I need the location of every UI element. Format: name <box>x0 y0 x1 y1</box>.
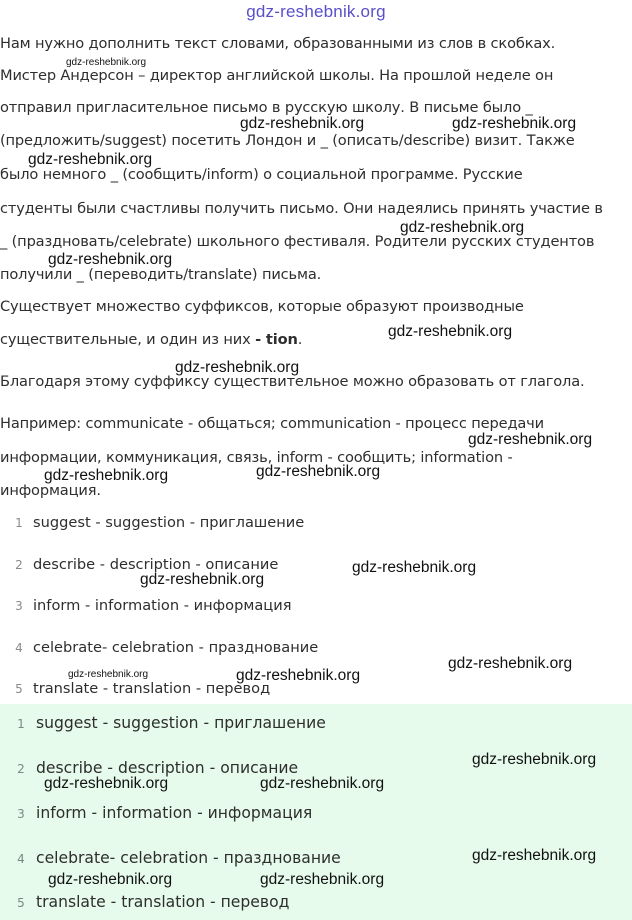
watermark: gdz-reshebnik.org <box>472 847 597 864</box>
task-line: Нам нужно дополнить текст словами, образованными из слов в скобках. <box>0 35 556 52</box>
list-number: 4 <box>15 641 23 655</box>
watermark: gdz-reshebnik.org <box>352 559 477 576</box>
answer-number: 2 <box>17 762 25 776</box>
example-line: информации, коммуникация, связь, inform - сообщить; information - <box>0 449 513 466</box>
answer-number: 4 <box>17 852 25 866</box>
watermark: gdz-reshebnik.org <box>44 467 169 484</box>
list-text: describe - description - описание <box>33 556 279 573</box>
watermark: gdz-reshebnik.org <box>236 667 361 684</box>
example-line: информация. <box>0 482 101 499</box>
task-line: отправил пригласительное письмо в русскую школу. В письме было _ <box>0 99 533 116</box>
task-line: _ (праздновать/celebrate) школьного фестиваля. Родители русских студентов <box>0 233 595 250</box>
answer-text: translate - translation - перевод <box>36 893 290 911</box>
suffix-line: Существует множество суффиксов, которые образуют производные <box>0 298 524 315</box>
list-number: 5 <box>15 682 23 696</box>
task-line: (предложить/suggest) посетить Лондон и _ (описать/describe) визит. Также <box>0 132 575 149</box>
suffix-highlight: - tion <box>255 331 298 348</box>
watermark: gdz-reshebnik.org <box>140 571 265 588</box>
watermark: gdz-reshebnik.org <box>472 751 597 768</box>
list-number: 3 <box>15 599 23 613</box>
suffix-text: существительные, и один из них <box>0 331 256 348</box>
watermark: gdz-reshebnik.org <box>175 359 300 376</box>
header-watermark: gdz-reshebnik.org <box>246 2 386 21</box>
task-line: было немного _ (сообщить/inform) о социальной программе. Русские <box>0 166 523 183</box>
answer-number: 5 <box>17 896 25 910</box>
example-line: Например: communicate - общаться; communication - процесс передачи <box>0 415 544 432</box>
watermark: gdz-reshebnik.org <box>240 115 365 132</box>
watermark: gdz-reshebnik.org <box>256 463 381 480</box>
suffix-period: . <box>297 331 303 348</box>
watermark: gdz-reshebnik.org <box>468 431 593 448</box>
watermark: gdz-reshebnik.org <box>44 775 169 792</box>
answer-text: describe - description - описание <box>36 759 299 777</box>
watermark: gdz-reshebnik.org <box>400 219 525 236</box>
watermark: gdz-reshebnik.org <box>388 323 513 340</box>
suffix-line <box>0 331 302 348</box>
watermark: gdz-reshebnik.org <box>48 871 173 888</box>
watermark: gdz-reshebnik.org <box>66 57 147 68</box>
watermark: gdz-reshebnik.org <box>68 669 149 680</box>
watermark: gdz-reshebnik.org <box>48 251 173 268</box>
watermark: gdz-reshebnik.org <box>260 871 385 888</box>
watermark: gdz-reshebnik.org <box>260 775 385 792</box>
list-number: 1 <box>15 516 23 530</box>
answer-text: inform - information - информация <box>36 804 313 822</box>
watermark: gdz-reshebnik.org <box>452 115 577 132</box>
list-number: 2 <box>15 558 23 572</box>
list-text: celebrate- celebration - празднование <box>33 639 319 656</box>
list-text: suggest - suggestion - приглашение <box>33 514 305 531</box>
list-text: inform - information - информация <box>33 597 292 614</box>
list-text: translate - translation - перевод <box>33 680 271 697</box>
watermark: gdz-reshebnik.org <box>448 655 573 672</box>
task-line: Мистер Андерсон – директор английской школы. На прошлой неделе он <box>0 67 554 84</box>
answer-number: 3 <box>17 807 25 821</box>
answer-text: suggest - suggestion - приглашение <box>36 714 326 732</box>
answer-text: celebrate- celebration - празднование <box>36 849 341 867</box>
task-line: получили _ (переводить/translate) письма. <box>0 266 322 283</box>
answer-number: 1 <box>17 717 25 731</box>
task-line: студенты были счастливы получить письмо. Они надеялись принять участие в <box>0 200 603 217</box>
watermark: gdz-reshebnik.org <box>28 151 153 168</box>
thanks-line: Благодаря этому суффиксу существительное можно образовать от глагола. <box>0 373 585 390</box>
